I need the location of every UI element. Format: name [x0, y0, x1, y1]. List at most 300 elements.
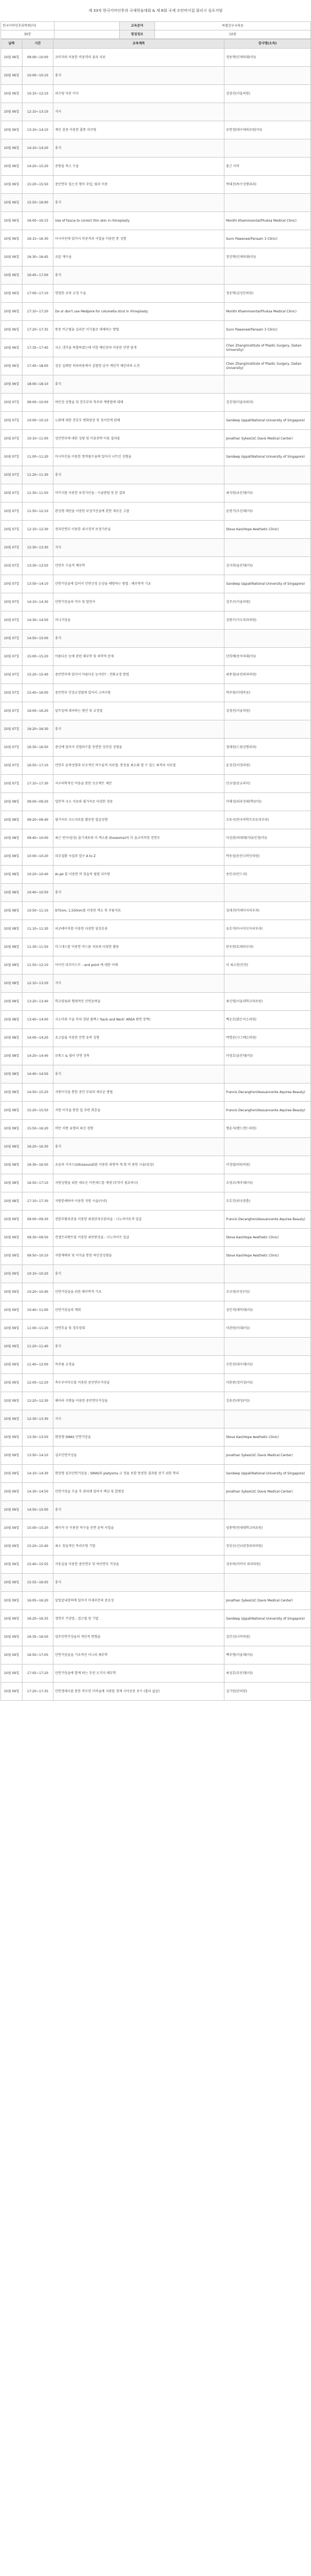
table-row [1, 1574, 311, 1592]
session-title: 안면부 수술적 해부학 [53, 557, 224, 575]
session-speaker: 김대진(미래미서피부과) [224, 902, 311, 920]
session-speaker: Steve Kao(Hope Aesthetic Clinic) [224, 1229, 311, 1247]
table-row [1, 158, 311, 176]
session-speaker: 조동국(한국의학프로토피부과) [224, 811, 311, 829]
session-title: 미니거상술 [53, 611, 224, 630]
session-speaker: 맹윤지(핸드앤드의원) [224, 1120, 311, 1138]
session-date: 10월 09일 [1, 1265, 22, 1283]
session-time: 10:10~12:10 [22, 85, 53, 103]
session-speaker: Sandeep Uppal(National University of Singapore) [224, 575, 311, 593]
session-title: 콧방울 축소 수술 [53, 158, 224, 176]
session-time: 12:10~13:10 [22, 103, 53, 121]
session-speaker: 최성호(부산대(이)) [224, 1664, 311, 1683]
table-row [1, 67, 311, 85]
session-date: 10월 06일 [1, 194, 22, 212]
session-time: 13:50~14:10 [22, 575, 53, 593]
session-date: 10월 09일 [1, 1664, 22, 1683]
session-time: 15:55~16:05 [22, 1574, 53, 1592]
session-speaker: 김안신(나비의원) [224, 1628, 311, 1646]
session-speaker [224, 975, 311, 993]
session-title: 휴식 [53, 884, 224, 902]
table-row [1, 1156, 311, 1174]
session-speaker: Jonathan Sykes(UC Davis Medical Center) [224, 1483, 311, 1501]
session-time: 17:20~17:35 [22, 1683, 53, 1701]
session-date: 10월 08일 [1, 884, 22, 902]
session-time: 15:00~15:20 [22, 1519, 53, 1537]
session-title: 중안면부 안검교정법에 있어서 고려사항 [53, 684, 224, 702]
session-speaker: 윤정진(서경의원) [224, 757, 311, 775]
table-row [1, 1229, 311, 1247]
session-date: 10월 07일 [1, 448, 22, 466]
session-speaker: 송민규(만드리) [224, 866, 311, 884]
session-time: 17:00~17:10 [22, 285, 53, 303]
table-row [1, 321, 311, 339]
table-row [1, 902, 311, 920]
session-title: 피부질환 사설과 업구 A to Z [53, 847, 224, 866]
table-row [1, 811, 311, 829]
session-date: 10월 08일 [1, 1083, 22, 1102]
session-time: 11:00~11:20 [22, 1320, 53, 1338]
session-time: 16:20~16:30 [22, 1138, 53, 1156]
session-speaker [224, 1338, 311, 1356]
session-date: 10월 07일 [1, 575, 22, 593]
session-title: 휴식 [53, 375, 224, 394]
session-date: 10월 07일 [1, 593, 22, 611]
session-speaker [224, 375, 311, 394]
session-date: 10월 07일 [1, 757, 22, 775]
session-time: 12:00~12:20 [22, 1374, 53, 1392]
session-date: 10월 09일 [1, 1211, 22, 1229]
session-title: 학교양표와 형태적인 안면윤곽술 [53, 993, 224, 1011]
session-title: 코비저의 이용한 비중격의 올리 치료 [53, 49, 224, 67]
table-row [1, 1501, 311, 1519]
session-speaker: 김영진(서울의원) [224, 702, 311, 720]
session-title: 전완부탈피증을 이용한 최첨단피부관리술 : 나노마이토적 얼굴 [53, 1211, 224, 1229]
session-time: 10:40~11:00 [22, 1301, 53, 1320]
table-row [1, 1174, 311, 1192]
session-title: 최소 침습적인 목리프팅 기법 [53, 1537, 224, 1556]
session-speaker: 성동하(이비이 외과의원) [224, 1556, 311, 1574]
table-row [1, 375, 311, 394]
session-title: 중년에 있어서 전엽하수를 동반한 상안검 성형술 [53, 739, 224, 757]
session-date: 10월 07일 [1, 630, 22, 648]
session-date: 10월 08일 [1, 1065, 22, 1083]
session-time: 14:20~15:20 [22, 158, 53, 176]
session-time: 16:15~16:30 [22, 230, 53, 248]
session-speaker: 송현정(대구대의료원(이)) [224, 121, 311, 139]
session-time: 16:50~17:10 [22, 1174, 53, 1192]
session-date: 10월 08일 [1, 1011, 22, 1029]
session-date: 10월 09일 [1, 1592, 22, 1610]
table-row [1, 938, 311, 956]
session-time: 15:20~15:50 [22, 176, 53, 194]
header-speaker: 강사명(소속) [224, 40, 311, 49]
session-time: 10:10~11:00 [22, 430, 53, 448]
session-time: 11:50~12:10 [22, 956, 53, 975]
session-title: 휴식 [53, 720, 224, 739]
session-time: 11:40~12:00 [22, 1356, 53, 1374]
session-time: 18:00~18:10 [22, 375, 53, 394]
table-row [1, 303, 311, 321]
table-row [1, 539, 311, 557]
session-time: 10:00~10:10 [22, 67, 53, 85]
session-date: 10월 06일 [1, 357, 22, 375]
hours-spacer [55, 30, 120, 39]
session-time: 13:30~13:50 [22, 1428, 53, 1447]
session-title: Do or don't use Medpore for columella strut in rhinoplasty [53, 303, 224, 321]
session-time: 14:50~15:00 [22, 1501, 53, 1519]
session-date: 10월 07일 [1, 739, 22, 757]
table-row [1, 1683, 311, 1701]
session-time: 16:35~16:50 [22, 1628, 53, 1646]
session-time: 15:20~15:40 [22, 1537, 53, 1556]
table-row [1, 1556, 311, 1574]
session-time: 14:30~14:50 [22, 1483, 53, 1501]
session-title: 하안검 성형술 및 전호부의 축주와 재방법에 대해 [53, 394, 224, 412]
table-row [1, 739, 311, 757]
session-speaker [224, 466, 311, 484]
table-row [1, 412, 311, 430]
session-time: 14:10~14:30 [22, 593, 53, 611]
session-date: 10월 08일 [1, 902, 22, 920]
session-time: 17:10~17:30 [22, 775, 53, 793]
header-time: 시간 [22, 40, 53, 49]
session-speaker: 조영조(제주대(이)) [224, 1174, 311, 1192]
session-speaker [224, 720, 311, 739]
session-date: 10월 08일 [1, 938, 22, 956]
session-title: 휴식 [53, 1501, 224, 1519]
session-date: 10월 09일 [1, 1301, 22, 1320]
session-date: 10월 08일 [1, 829, 22, 847]
session-time: 10:20~10:40 [22, 866, 53, 884]
session-title: 재인 삼중 이용한 폴통 리프팅 [53, 121, 224, 139]
table-row [1, 1374, 311, 1392]
session-title: 컨셉트리벤트를 이용한 최만편성술 : 나노마이트 밀굴 [53, 1229, 224, 1247]
session-speaker: Sandeep Uppal(National University of Singapore) [224, 1465, 311, 1483]
session-time: 17:45~18:00 [22, 357, 53, 375]
session-time: 13:30~13:50 [22, 557, 53, 575]
session-date: 10월 09일 [1, 1320, 22, 1338]
session-title: 지방성형을 위한 새로운 이빈세드를 재생 (무엇이 필요하나) [53, 1174, 224, 1192]
session-date: 10월 08일 [1, 1120, 22, 1138]
session-time: 11:00~11:20 [22, 448, 53, 466]
organizer-spacer [55, 22, 120, 30]
session-time: 16:30~16:50 [22, 739, 53, 757]
session-title: 확장형 SMAS 안면거상술 [53, 1428, 224, 1447]
table-row [1, 575, 311, 593]
session-time: 17:35~17:45 [22, 339, 53, 357]
table-row [1, 266, 311, 285]
session-title: 정면부 거상법 : 접근법 및 기법 [53, 1610, 224, 1628]
session-speaker [224, 1574, 311, 1592]
session-speaker [224, 1065, 311, 1083]
table-row [1, 1120, 311, 1138]
session-time: 14:10~14:30 [22, 1465, 53, 1483]
session-title: 휴식 [53, 266, 224, 285]
session-date: 10월 09일 [1, 1646, 22, 1664]
session-title: Ar-jet 를 이용한 비 침습적 필렬 리프팅 [53, 866, 224, 884]
session-time: 12:10~12:30 [22, 521, 53, 539]
session-date: 10월 08일 [1, 1102, 22, 1120]
table-row [1, 884, 311, 902]
hours-value: 30분 [1, 30, 55, 39]
session-title: 지방이식을 통한 중안 부위의 새로운 방법 [53, 1083, 224, 1102]
session-date: 10월 09일 [1, 1356, 22, 1374]
session-title: 안면거상술의 계획 [53, 1301, 224, 1320]
session-time: 11:20~11:40 [22, 1338, 53, 1356]
table-row [1, 1247, 311, 1265]
session-time: 11:30~11:50 [22, 484, 53, 502]
table-row [1, 775, 311, 793]
session-speaker: Sunn Pawanee(Pansam 3 Clinic) [224, 321, 311, 339]
session-time: 14:30~14:50 [22, 611, 53, 630]
session-date: 10월 07일 [1, 539, 22, 557]
session-date: 10월 08일 [1, 866, 22, 884]
session-time: 17:05~17:20 [22, 1664, 53, 1683]
session-speaker: 임종학(연세대학교의료원) [224, 1519, 311, 1537]
session-title: 지방분해하여 이용한 지방 시술(사리) [53, 1192, 224, 1211]
category-label: 교육분야 [120, 22, 155, 30]
session-speaker: 최신명(서울대학교의료원) [224, 993, 311, 1011]
session-time: 16:05~16:20 [22, 1592, 53, 1610]
session-title: 비만 처방 유형의 최신 경향 [53, 1120, 224, 1138]
session-title: 통증 비근벌을 실리콘 이식물로 대체하는 방법 [53, 321, 224, 339]
session-date: 10월 06일 [1, 375, 22, 394]
table-row [1, 248, 311, 266]
session-speaker: 이영호(울산대(이)) [224, 1047, 311, 1065]
session-speaker: 정진혁(인제의대(이)) [224, 248, 311, 266]
session-time: 09:00~10:00 [22, 49, 53, 67]
session-date: 10월 08일 [1, 1138, 22, 1156]
session-title: 레이저 등 이용한 비수술 안면 윤곽 사업술 [53, 1519, 224, 1537]
session-title: 휴식 [53, 1065, 224, 1083]
session-time: 13:50~14:10 [22, 1447, 53, 1465]
table-row [1, 593, 311, 611]
session-date: 10월 07일 [1, 484, 22, 502]
session-time: 13:20~13:40 [22, 993, 53, 1011]
session-title: 지방 이식을 통한 입 주변 회춘술 [53, 1102, 224, 1120]
session-date: 10월 09일 [1, 1447, 22, 1465]
session-date: 10월 06일 [1, 212, 22, 230]
session-time: 11:50~12:10 [22, 502, 53, 521]
session-speaker: Steve Kao(Hope Aesthetic Clinic) [224, 521, 311, 539]
session-date: 10월 09일 [1, 1537, 22, 1556]
session-speaker: 한우원(토테피부과) [224, 938, 311, 956]
table-row [1, 1065, 311, 1083]
session-time: 09:40~10:00 [22, 829, 53, 847]
schedule-table [1, 39, 311, 1701]
session-date: 10월 06일 [1, 158, 22, 176]
session-date: 10월 06일 [1, 139, 22, 158]
session-time: 15:00~15:20 [22, 648, 53, 666]
session-speaker: 유호석(아시아모아피부과) [224, 920, 311, 938]
table-row [1, 1410, 311, 1428]
session-speaker: Steve Kao(Hope Aesthetic Clinic) [224, 1247, 311, 1265]
session-speaker: Sunn Pawanee(Pansam 3 Clinic) [224, 230, 311, 248]
session-title: 식사 [53, 975, 224, 993]
table-row [1, 920, 311, 938]
session-time: 09:50~10:10 [22, 1247, 53, 1265]
page-title: 제 33차 한국이비인후과 국제학술대회 & 제 6회 국제 조안비이집 콜리시 심포지엄 [88, 9, 223, 13]
session-title: 안면거상술에 있어서 안면신경 손상을 예방하는 방법 : 해부학적 기초 [53, 575, 224, 593]
session-date: 10월 08일 [1, 975, 22, 993]
session-speaker: Francis Decanghon(Assuancente Aquirea Beauty) [224, 1211, 311, 1229]
session-time: 16:30~16:45 [22, 248, 53, 266]
session-title: 아시아인을 이용한 쌍꺼풀수술에 있어서 나트인 성형술 [53, 448, 224, 466]
table-row [1, 357, 311, 375]
table-row [1, 212, 311, 230]
table-row [1, 1447, 311, 1465]
table-row [1, 702, 311, 720]
session-title: 안면거상술의 역사 및 발전사 [53, 593, 224, 611]
session-speaker [224, 539, 311, 557]
table-row [1, 484, 311, 502]
session-speaker: Jonathan Sykes(UC Davis Medical Center) [224, 1592, 311, 1610]
session-date: 10월 06일 [1, 266, 22, 285]
session-date: 10월 08일 [1, 811, 22, 829]
session-title: 축두부이마모를 이용한 중안면부거상술 [53, 1374, 224, 1392]
session-title: 보톡스 & 필러 안면 정축 [53, 1047, 224, 1065]
session-date: 10월 07일 [1, 648, 22, 666]
session-title: 전과안면부 이용한 내시경적 보정가산술 [53, 521, 224, 539]
session-date: 10월 09일 [1, 1610, 22, 1628]
session-title: 국소 냉각을 특발하였는데 미한 예민증의 이용한 안면 덮개 [53, 339, 224, 357]
session-time: 10:10~10:20 [22, 1265, 53, 1283]
table-row [1, 1283, 311, 1301]
organizer-value: 한국이비인후과학회(이) [1, 22, 55, 30]
table-row [1, 1338, 311, 1356]
session-date: 10월 06일 [1, 285, 22, 303]
session-speaker: 김진영(미클리외과) [224, 394, 311, 412]
session-title: 안면거상술을 위한 해부학적 기초 [53, 1283, 224, 1301]
session-date: 10월 07일 [1, 502, 22, 521]
table-row [1, 194, 311, 212]
session-date: 10월 09일 [1, 1374, 22, 1392]
session-title: 안면생체시를 통한 축두연 미비술에 지판를 경계 시아공동 보수 (흉터 없음) [53, 1683, 224, 1701]
session-title: 안면후술 및 경부양대 [53, 1320, 224, 1338]
session-date: 10월 06일 [1, 67, 22, 85]
session-date: 10월 08일 [1, 920, 22, 938]
session-time: 09:20~09:40 [22, 811, 53, 829]
session-date: 10월 06일 [1, 176, 22, 194]
session-speaker: 김용준(대성(이)) [224, 1392, 311, 1410]
session-title: 리프팅 자문 이사 [53, 85, 224, 103]
session-time: 16:20~16:35 [22, 1610, 53, 1628]
session-speaker [224, 630, 311, 648]
schedule-header-row [1, 40, 311, 49]
table-row [1, 1356, 311, 1374]
session-time: 17:10~17:30 [22, 1192, 53, 1211]
session-date: 10월 09일 [1, 1247, 22, 1265]
session-title: 안면부 윤곽성형과 보조적인 비수술적 치료법: 통증을 최소화 할 수 있는 최적의 치료법 [53, 757, 224, 775]
session-time: 15:20~15:50 [22, 1102, 53, 1120]
session-speaker: 정용혁(인제의대(이)) [224, 49, 311, 67]
session-time: 14:50~15:00 [22, 630, 53, 648]
session-title: 휴식 [53, 1138, 224, 1156]
table-row [1, 1138, 311, 1156]
category-value: 특별강구국의론 [155, 22, 311, 30]
session-date: 10월 07일 [1, 557, 22, 575]
table-row [1, 1610, 311, 1628]
table-row [1, 1519, 311, 1537]
session-date: 10월 08일 [1, 1192, 22, 1211]
session-title: 휴식 [53, 67, 224, 85]
session-speaker: 이 최소한(인연) [224, 956, 311, 975]
session-speaker [224, 194, 311, 212]
table-row [1, 1592, 311, 1610]
session-date: 10월 07일 [1, 611, 22, 630]
session-time: 16:20~16:30 [22, 720, 53, 739]
table-row [1, 1192, 311, 1211]
session-time: 12:30~13:30 [22, 1410, 53, 1428]
table-row [1, 121, 311, 139]
session-title: 초고밀율 이용한 안면 윤곽 성형 [53, 1029, 224, 1047]
table-row [1, 1211, 311, 1229]
session-date: 10월 08일 [1, 793, 22, 811]
session-date: 10월 07일 [1, 684, 22, 702]
session-time: 16:00~16:20 [22, 702, 53, 720]
session-speaker [224, 103, 311, 121]
session-title: 중안면부에 있어서 아름다운 눈이란? : 전화교정 방법 [53, 666, 224, 684]
table-row [1, 49, 311, 67]
session-date: 10월 09일 [1, 1683, 22, 1701]
session-date: 10월 06일 [1, 321, 22, 339]
session-time: 16:50~17:10 [22, 757, 53, 775]
session-speaker: 윤범기(조선대(이)) [224, 502, 311, 521]
session-speaker: 조한진(대사대(이)) [224, 1356, 311, 1374]
table-row [1, 394, 311, 412]
session-speaker: 김지희(울산대(이)) [224, 557, 311, 575]
session-title: 앞트임에 대처하는 방안 및 교정법 [53, 702, 224, 720]
session-speaker: Jonathan Sykes(UC Davis Medical Center) [224, 430, 311, 448]
session-speaker: 김영진(서울의원) [224, 85, 311, 103]
session-time: 11:20~11:30 [22, 466, 53, 484]
session-title: 지구의학적인 비용을 통한 프로젝트 제안 [53, 775, 224, 793]
session-time: 12:10~13:20 [22, 975, 53, 993]
table-row [1, 1301, 311, 1320]
session-time: 15:50~16:20 [22, 1120, 53, 1138]
table-row [1, 139, 311, 158]
table-row [1, 430, 311, 448]
session-date: 10월 08일 [1, 1047, 22, 1065]
session-speaker: 최지원(초산대(이)) [224, 484, 311, 502]
session-date: 10월 09일 [1, 1392, 22, 1410]
session-title: 확장형 심부안면거상술 : SMAS와 platysma 교 정을 포함 통양한 결과를 얻기 위한 학리 [53, 1465, 224, 1483]
session-time: 17:10~17:20 [22, 303, 53, 321]
session-date: 10월 06일 [1, 121, 22, 139]
session-date: 10월 09일 [1, 1483, 22, 1501]
table-row [1, 611, 311, 630]
session-time: 13:40~14:00 [22, 1011, 53, 1029]
session-title: 휴식 [53, 630, 224, 648]
session-title: 안면거상술을 기초적인 이니리 해부학 [53, 1646, 224, 1664]
session-time: 10:20~10:40 [22, 1283, 53, 1301]
session-speaker: 김범수(가오피과의원) [224, 611, 311, 630]
table-row [1, 85, 311, 103]
session-time: 14:10~14:20 [22, 139, 53, 158]
session-title: 국소마취 수술 후의 상담 툴팩 ( 'back and Neck' AREA 편면 장벽) [53, 1011, 224, 1029]
table-row [1, 521, 311, 539]
table-row [1, 1265, 311, 1283]
table-row [1, 285, 311, 303]
table-row [1, 630, 311, 648]
session-date: 10월 07일 [1, 430, 22, 448]
session-title: 휴식 [53, 1338, 224, 1356]
session-date: 10월 07일 [1, 720, 22, 739]
table-row [1, 1664, 311, 1683]
session-title: 아름다운 눈매 관련 해부학 및 의학적 문제 [53, 648, 224, 666]
session-speaker: Jonathan Sykes(UC Davis Medical Center) [224, 1447, 311, 1465]
